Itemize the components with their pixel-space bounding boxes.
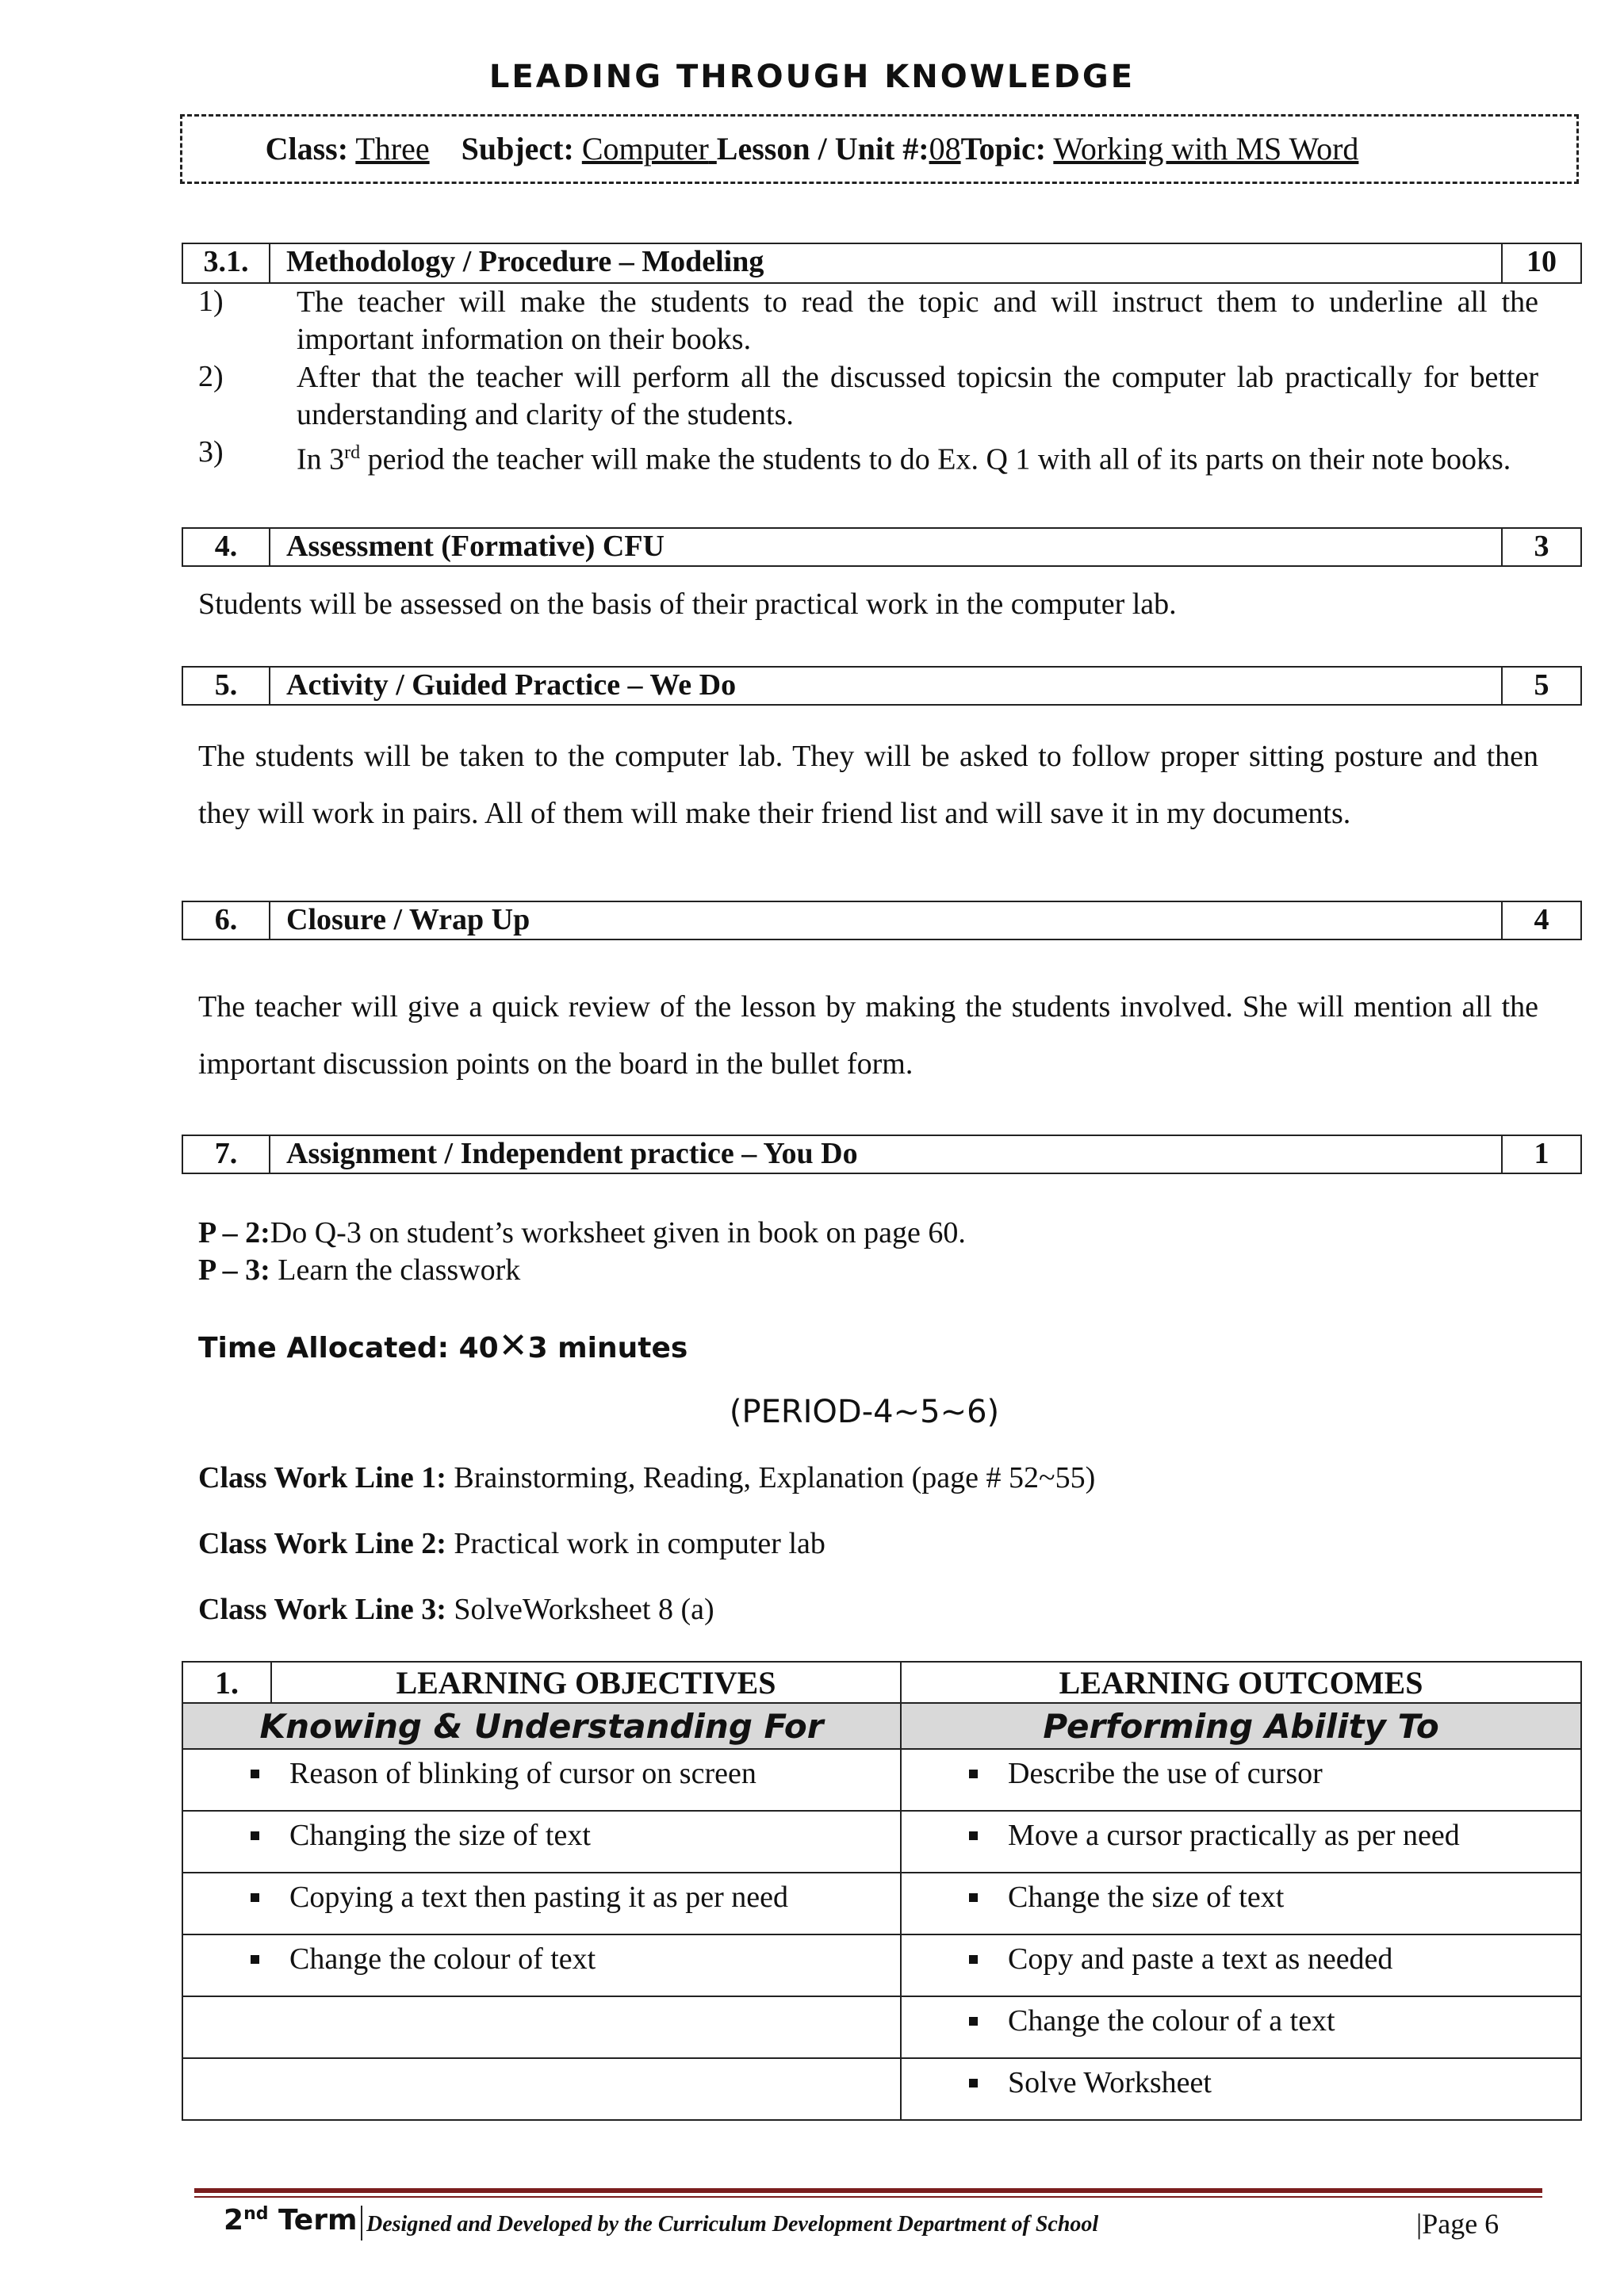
section-number: 6. xyxy=(183,902,270,939)
subject-label: Subject: xyxy=(461,131,574,166)
classwork-line-2: Class Work Line 2: Practical work in computer lab xyxy=(198,1527,825,1560)
table-row xyxy=(182,1811,1581,1873)
bullet-icon xyxy=(251,1770,259,1778)
section-number: 4. xyxy=(183,529,270,565)
lesson-value: 08 xyxy=(929,131,961,166)
table-row xyxy=(182,1934,1581,1996)
section-5-header xyxy=(182,666,1582,706)
time-allocated: Time Allocated: 40✕3 minutes xyxy=(198,1326,688,1366)
class-label: Class: xyxy=(265,131,349,166)
outcomes-subheader: Performing Ability To xyxy=(901,1703,1581,1749)
bullet-icon xyxy=(251,1893,259,1902)
bullet-icon xyxy=(969,1893,978,1902)
section-number: 5. xyxy=(183,668,270,704)
footer-rule-thin xyxy=(194,2196,1542,2198)
outcome-item: Copy and paste a text as needed xyxy=(1008,1942,1393,1976)
footer-term: 2nd Term xyxy=(224,2204,358,2237)
list-number: 1) xyxy=(198,285,224,318)
bullet-icon xyxy=(969,1770,978,1778)
list-number: 3) xyxy=(198,435,224,469)
section-title: Activity / Guided Practice – We Do xyxy=(286,668,737,702)
topic-value: Working with MS Word xyxy=(1053,131,1359,166)
outcome-item: Change the colour of a text xyxy=(1008,2004,1335,2038)
section-points: 4 xyxy=(1501,902,1580,939)
classwork-line-1: Class Work Line 1: Brainstorming, Reading, Explanation (page # 52~55) xyxy=(198,1461,1096,1494)
list-item: After that the teacher will perform all the discussed topicsin the computer lab practically for better understanding and clarity of the students. xyxy=(297,361,1538,431)
assignment-p2: P – 2:Do Q-3 on student’s worksheet given in book on page 60. xyxy=(198,1216,966,1249)
classwork-line-3: Class Work Line 3: SolveWorksheet 8 (a) xyxy=(198,1593,714,1626)
table-row xyxy=(182,1996,1581,2058)
objective-item: Change the colour of text xyxy=(289,1942,596,1976)
section-title: Closure / Wrap Up xyxy=(286,903,530,936)
class-value: Three xyxy=(355,131,430,166)
subject-value: Computer xyxy=(581,131,709,166)
objective-item: Reason of blinking of cursor on screen xyxy=(289,1757,756,1790)
footer-page-number: |Page 6 xyxy=(1416,2208,1500,2240)
table-row xyxy=(182,2058,1581,2120)
outcome-item: Change the size of text xyxy=(1008,1881,1285,1914)
objectives-header: LEARNING OBJECTIVES xyxy=(271,1662,901,1703)
period-label: (PERIOD-4~5~6) xyxy=(729,1394,1000,1430)
activity-text: The students will be taken to the computer lab. They will be asked to follow proper sitting posture and then they will work in pairs. All of them will make their friend list and will save it in my documents. xyxy=(198,740,1538,830)
section-7-header xyxy=(182,1135,1582,1174)
section-title: Methodology / Procedure – Modeling xyxy=(286,245,764,278)
list-item: The teacher will make the students to read the topic and will instruct them to underline all the important information on their books. xyxy=(297,285,1538,356)
section-number: 3.1. xyxy=(183,244,270,282)
outcomes-header: LEARNING OUTCOMES xyxy=(901,1662,1581,1703)
objective-item: Changing the size of text xyxy=(289,1819,591,1852)
class-info-line xyxy=(0,130,1624,167)
footer-divider xyxy=(361,2206,362,2241)
section-title: Assignment / Independent practice – You Do xyxy=(286,1137,858,1170)
footer-credit: Designed and Developed by the Curriculum Development Department of School xyxy=(366,2212,1099,2237)
bullet-icon xyxy=(969,1831,978,1840)
section-points: 1 xyxy=(1501,1136,1580,1173)
table-row xyxy=(182,1749,1581,1811)
outcome-item: Move a cursor practically as per need xyxy=(1008,1819,1460,1852)
header-title: LEADING THROUGH KNOWLEDGE xyxy=(488,59,1136,95)
topic-label: Topic: xyxy=(960,131,1047,166)
section-points: 5 xyxy=(1501,668,1580,704)
list-number: 2) xyxy=(198,360,224,393)
objective-item: Copying a text then pasting it as per need xyxy=(289,1881,788,1914)
lesson-label: Lesson / Unit #: xyxy=(716,131,929,166)
bullet-icon xyxy=(251,1831,259,1840)
section-points: 10 xyxy=(1501,244,1580,282)
list-item: In 3rd period the teacher will make the students to do Ex. Q 1 with all of its parts on their note books. xyxy=(297,442,1511,476)
table-row xyxy=(182,1873,1581,1934)
assessment-text: Students will be assessed on the basis of their practical work in the computer lab. xyxy=(198,587,1177,621)
closure-text: The teacher will give a quick review of the lesson by making the students involved. She will mention all the important discussion points on the board in the bullet form. xyxy=(198,990,1538,1081)
table-subheader-row xyxy=(182,1703,1581,1749)
objectives-subheader: Knowing & Understanding For xyxy=(182,1703,901,1749)
footer-rule xyxy=(194,2188,1542,2193)
table-header-row xyxy=(182,1662,1581,1703)
section-4-header xyxy=(182,527,1582,567)
bullet-icon xyxy=(969,2017,978,2026)
section-points: 3 xyxy=(1501,529,1580,565)
bullet-icon xyxy=(251,1955,259,1964)
table-number: 1. xyxy=(182,1662,271,1703)
assignment-p3: P – 3: Learn the classwork xyxy=(198,1253,521,1287)
objectives-table xyxy=(182,1661,1582,2121)
bullet-icon xyxy=(969,2079,978,2087)
section-title: Assessment (Formative) CFU xyxy=(286,530,665,563)
outcome-item: Describe the use of cursor xyxy=(1008,1757,1323,1790)
bullet-icon xyxy=(969,1955,978,1964)
section-3-1-header xyxy=(182,243,1582,284)
section-6-header xyxy=(182,901,1582,940)
section-number: 7. xyxy=(183,1136,270,1173)
outcome-item: Solve Worksheet xyxy=(1008,2066,1212,2099)
